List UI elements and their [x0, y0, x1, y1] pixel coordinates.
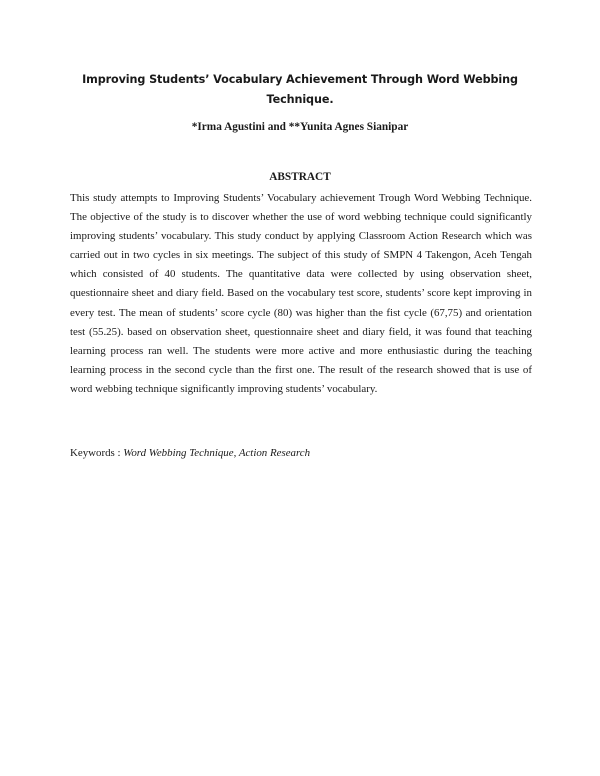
- keywords-label: Keywords :: [70, 447, 124, 459]
- abstract-body: This study attempts to Improving Students’ Vocabulary achievement Trough Word Webbing Technique. The objective of the study is to discover whether the use of word webbing technique could significantly improving students’ vocabulary. This study conduct by applying Classroom Action Research which was carried out in two cycles in six meetings. The subject of this study of SMPN 4 Takengon, Aceh Tengah which consisted of 40 students. The quantitative data were collected by using observation sheet, questionnaire sheet and diary field. Based on the vocabulary test score, students’ score kept improving in every test. The mean of students’ score cycle (80) was higher than the fist cycle (67,75) and orientation test (55.25). based on observation sheet, questionnaire sheet and diary field, it was found that teaching learning process ran well. The students were more active and more enthusiastic during the teaching learning process in the second cycle than the first one. The result of the research showed that is use of word webbing technique significantly improving students’ vocabulary.: [70, 192, 532, 395]
- paper-authors: *Irma Agustini and **Yunita Agnes Sianipar: [191, 121, 409, 133]
- keywords-values: Word Webbing Technique, Action Research: [123, 447, 311, 459]
- abstract-heading: ABSTRACT: [269, 171, 331, 183]
- keywords-line: [70, 446, 532, 460]
- paper-title: Improving Students’ Vocabulary Achievement Through Word Webbing Technique.: [82, 73, 518, 106]
